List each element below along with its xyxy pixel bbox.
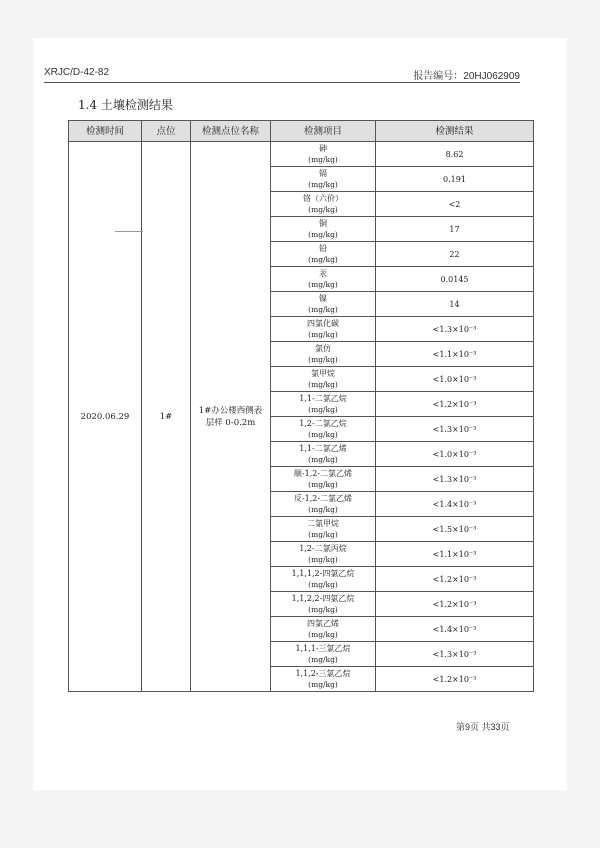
table-body — [69, 142, 534, 692]
test-item — [271, 617, 376, 642]
test-result: <1.4×10⁻³ — [376, 492, 534, 517]
test-result: 17 — [376, 217, 534, 242]
test-item — [271, 492, 376, 517]
test-item — [271, 142, 376, 167]
doc-code: XRJC/D-42-82 — [44, 67, 110, 78]
point-name-line-2: 层样 0-0.2m — [205, 417, 256, 428]
header-point-name: 检测点位名称 — [191, 121, 271, 142]
test-item-name: 四氯化碳 — [307, 319, 339, 328]
test-item-name: 1,1-二氯乙烷 — [299, 394, 347, 403]
test-item-unit: (mg/kg) — [308, 455, 338, 464]
test-result: <2 — [376, 192, 534, 217]
test-item-name: 1,1,1-三氯乙烷 — [295, 644, 351, 653]
test-item-unit: (mg/kg) — [308, 155, 338, 164]
test-item — [271, 367, 376, 392]
test-item-unit: (mg/kg) — [308, 505, 338, 514]
test-item-name: 反-1,2-二氯乙烯 — [293, 494, 353, 503]
test-item-name: 汞 — [319, 269, 327, 278]
test-item-unit: (mg/kg) — [308, 280, 338, 289]
test-item-name: 氯甲烷 — [311, 369, 335, 378]
test-item — [271, 342, 376, 367]
header-date: 检测时间 — [69, 121, 142, 142]
test-item — [271, 317, 376, 342]
test-result: <1.5×10⁻³ — [376, 517, 534, 542]
sample-date: 2020.06.29 — [69, 142, 142, 692]
test-result: 22 — [376, 242, 534, 267]
test-item-name: 铅 — [319, 244, 327, 253]
scan-mark — [115, 231, 143, 232]
test-item — [271, 417, 376, 442]
test-result: <1.0×10⁻³ — [376, 367, 534, 392]
test-result: 0.0145 — [376, 267, 534, 292]
test-result: <1.3×10⁻³ — [376, 642, 534, 667]
soil-results-table — [68, 120, 534, 692]
test-item-unit: (mg/kg) — [308, 655, 338, 664]
test-item-unit: (mg/kg) — [308, 355, 338, 364]
header-point: 点位 — [142, 121, 191, 142]
test-item-unit: (mg/kg) — [308, 580, 338, 589]
test-item — [271, 642, 376, 667]
test-item-name: 镍 — [319, 294, 327, 303]
point-name-line-1: 1#办公楼西侧表 — [198, 405, 263, 416]
test-result: <1.2×10⁻³ — [376, 392, 534, 417]
test-item-unit: (mg/kg) — [308, 380, 338, 389]
header-item: 检测项目 — [271, 121, 376, 142]
section-title: 1.4 土壤检测结果 — [78, 98, 173, 112]
test-result: <1.4×10⁻³ — [376, 617, 534, 642]
test-result: <1.1×10⁻³ — [376, 342, 534, 367]
test-item-unit: (mg/kg) — [308, 430, 338, 439]
test-item-name: 1,1,1,2-四氯乙烷 — [291, 569, 355, 578]
test-item — [271, 567, 376, 592]
header-result: 检测结果 — [376, 121, 534, 142]
test-item — [271, 192, 376, 217]
test-item — [271, 392, 376, 417]
test-item-name: 1,2-二氯丙烷 — [299, 544, 347, 553]
test-item — [271, 267, 376, 292]
sample-point: 1# — [142, 142, 191, 692]
test-item-name: 二氯甲烷 — [307, 519, 339, 528]
test-item — [271, 292, 376, 317]
test-item-unit: (mg/kg) — [308, 530, 338, 539]
test-item-unit: (mg/kg) — [308, 630, 338, 639]
test-result: <1.2×10⁻³ — [376, 592, 534, 617]
test-item — [271, 217, 376, 242]
test-item-unit: (mg/kg) — [308, 605, 338, 614]
table-header-row — [69, 121, 534, 142]
page-header — [44, 67, 520, 81]
table-row — [69, 142, 534, 167]
test-item-unit: (mg/kg) — [308, 480, 338, 489]
test-item-unit: (mg/kg) — [308, 305, 338, 314]
page-number: 第9页 共33页 — [456, 722, 510, 732]
sample-point-name — [191, 142, 271, 692]
report-number-value: 20HJ062909 — [463, 71, 520, 82]
test-item-unit: (mg/kg) — [308, 330, 338, 339]
test-item-unit: (mg/kg) — [308, 680, 338, 689]
test-result: <1.1×10⁻³ — [376, 542, 534, 567]
test-item-unit: (mg/kg) — [308, 405, 338, 414]
report-number — [413, 67, 520, 82]
test-item-name: 1,2-二氯乙烷 — [299, 419, 347, 428]
test-result: <1.3×10⁻³ — [376, 467, 534, 492]
test-item-unit: (mg/kg) — [308, 255, 338, 264]
test-item — [271, 542, 376, 567]
test-item — [271, 592, 376, 617]
test-item — [271, 467, 376, 492]
test-item-name: 氯仿 — [315, 344, 331, 353]
test-item-name: 四氯乙烯 — [307, 619, 339, 628]
test-result: 8.62 — [376, 142, 534, 167]
test-item-name: 砷 — [319, 144, 327, 153]
test-result: <1.3×10⁻³ — [376, 317, 534, 342]
test-item — [271, 442, 376, 467]
test-result: <1.2×10⁻³ — [376, 567, 534, 592]
test-item-unit: (mg/kg) — [308, 230, 338, 239]
test-item-unit: (mg/kg) — [308, 555, 338, 564]
report-number-label: 报告编号： — [413, 71, 464, 82]
test-item-name: 铜 — [319, 219, 327, 228]
test-item-name: 顺-1,2-二氯乙烯 — [293, 469, 353, 478]
test-item-unit: (mg/kg) — [308, 205, 338, 214]
test-result: <1.0×10⁻³ — [376, 442, 534, 467]
test-item — [271, 517, 376, 542]
test-item — [271, 667, 376, 692]
test-result: 14 — [376, 292, 534, 317]
test-result: 0.191 — [376, 167, 534, 192]
test-item-name: 铬（六价） — [303, 194, 343, 203]
test-item-name: 1,1,2-三氯乙烷 — [295, 669, 351, 678]
test-item-name: 镉 — [319, 169, 327, 178]
test-item-unit: (mg/kg) — [308, 180, 338, 189]
test-item-name: 1,1,2,2-四氯乙烷 — [291, 594, 355, 603]
test-item-name: 1,1-二氯乙烯 — [299, 444, 347, 453]
test-result: <1.2×10⁻³ — [376, 667, 534, 692]
test-item — [271, 242, 376, 267]
header-rule — [44, 82, 520, 83]
test-item — [271, 167, 376, 192]
test-result: <1.3×10⁻³ — [376, 417, 534, 442]
